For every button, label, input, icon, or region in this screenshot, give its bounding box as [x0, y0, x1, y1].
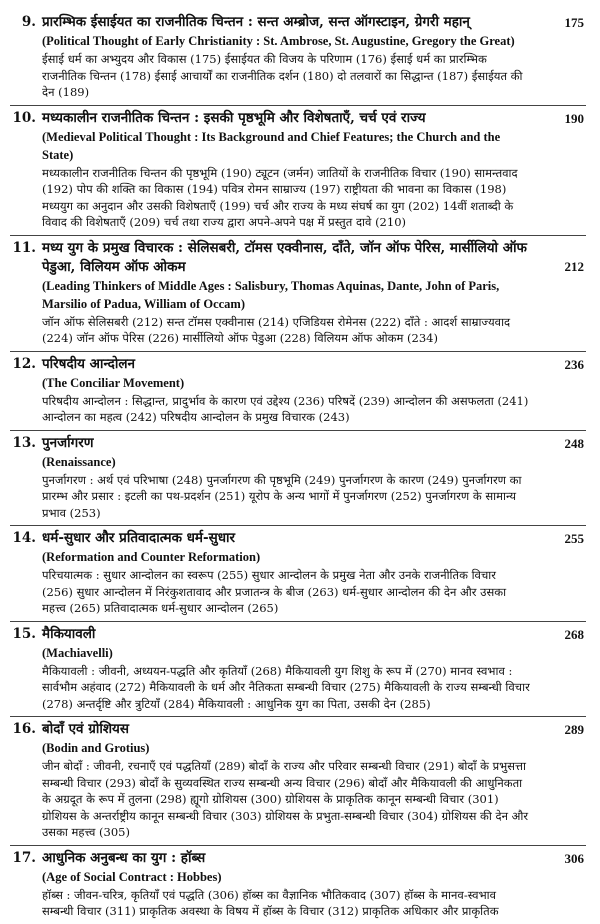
toc-entry [10, 236, 586, 352]
chapter-number: 10. [12, 109, 36, 126]
chapter-title: धर्म-सुधार और प्रतिवादात्मक धर्म-सुधार [42, 530, 236, 546]
chapter-title: परिषदीय आन्दोलन [42, 355, 135, 372]
page-number: 190 [564, 110, 584, 126]
chapter-number: 15. [12, 625, 36, 642]
chapter-topics: मध्यकालीन राजनीतिक चिन्तन की पृष्ठभूमि (190) ट्यूटन (जर्मन) जातियों के राजनीतिक विचार (190) सामन्तवाद (192) पोप की शक्ति का विकास (194) पवित्र रोमन साम्राज्य (197) राष्ट्रीयता की भावना का विकास (198) मध्ययुग का अनुदान और उसकी विशेषताएँ (199) चर्च और राज्य के मध्य संघर्ष का युग (202) 14वीं शताब्दी के विवाद की विशेषताएँ (209) चर्च तथा राज्य द्वारा अपने-अपने पक्ष में प्रस्तुत दावे (210) [42, 165, 518, 229]
chapter-title: प्रारम्भिक ईसाईयत का राजनीतिक चिन्तन : सन्त अम्ब्रोज, सन्त ऑगस्टाइन, ग्रेगरी महान् [42, 14, 470, 30]
chapter-title: मैकियावली [42, 625, 96, 642]
chapter-english-title: (Age of Social Contract : Hobbes) [42, 869, 222, 884]
toc-entry [10, 717, 586, 846]
chapter-topics: परिषदीय आन्दोलन : सिद्धान्त, प्रादुर्भाव के कारण एवं उद्देश्य (236) परिषदें (239) आन्दोलन की असफलता (241) आन्दोलन का महत्व (242) परिषदीय आन्दोलन के प्रमुख विचारक (243) [42, 393, 529, 424]
chapter-english-title: (Reformation and Counter Reformation) [42, 550, 261, 564]
chapter-english-title: (Bodin and Grotius) [42, 741, 150, 755]
chapter-title: मध्यकालीन राजनीतिक चिन्तन : इसकी पृष्ठभूमि और विशेषताएँ, चर्च एवं राज्य [42, 109, 426, 126]
toc-entry [10, 431, 586, 527]
page-number: 289 [564, 722, 584, 737]
page-number: 306 [564, 850, 584, 866]
chapter-number: 14. [12, 530, 36, 546]
toc-entry [10, 846, 586, 924]
page-number: 212 [564, 258, 584, 274]
chapter-number: 13. [12, 434, 36, 451]
chapter-number: 17. [12, 849, 36, 866]
toc-entry [10, 352, 586, 431]
chapter-topics: पुनर्जागरण : अर्थ एवं परिभाषा (248) पुनर्जागरण की पृष्ठभूमि (249) पुनर्जागरण के कारण (249) पुनर्जागरण का प्रारम्भ और प्रसार : इटली का पथ-प्रदर्शन (251) यूरोप के अन्य भागों में पुनर्जागरण (252) पुनर्जागरण के सामान्य प्रभाव (253) [42, 472, 522, 520]
chapter-english-title: (Medieval Political Thought : Its Background and Chief Features; the Church and the State) [42, 129, 501, 162]
chapter-english-title: (Machiavelli) [42, 645, 113, 660]
page-number: 268 [564, 626, 584, 642]
page-number: 236 [564, 356, 584, 372]
chapter-topics: परिचयात्मक : सुधार आन्दोलन का स्वरूप (255) सुधार आन्दोलन के प्रमुख नेता और उनके राजनीतिक विचार (256) सुधार आन्दोलन में निरंकुशतावाद और प्रजातन्त्र के बीज (263) धर्म-सुधार आन्दोलन की देन और उसका महत्त्व (265) प्रतिवादात्मक धर्म-सुधार आन्दोलन (265) [42, 568, 507, 615]
toc-entry [10, 106, 586, 236]
chapter-english-title: (Renaissance) [42, 454, 116, 469]
chapter-topics: जीन बोदाँ : जीवनी, रचनाएँ एवं पद्धतियाँ (289) बोदाँ के राज्य और परिवार सम्बन्धी विचार (291) बोदाँ के प्रभुसत्ता सम्बन्धी विचार (293) बोदाँ के सुव्यवस्थित राज्य सम्बन्धी अन्य विचार (296) बोदाँ और मैकियावली की आधुनिकता के अग्रदूत के रूप में तुलना (298) ह्यूगो ग्रोशियस (300) ग्रोशियस के प्राकृतिक कानून सम्बन्धी विचार (301) ग्रोशियस के अन्तर्राष्ट्रीय कानून सम्बन्धी विचार (303) ग्रोशियस के प्रभुता-सम्बन्धी विचार (304) ग्रोशियस की देन और उसका महत्त्व (305) [42, 759, 529, 839]
chapter-title: आधुनिक अनुबन्ध का युग : हॉब्स [42, 849, 206, 866]
chapter-title: पुनर्जागरण [42, 434, 94, 451]
chapter-topics: जॉन ऑफ सेलिसबरी (212) सन्त टॉमस एक्वीनास (214) एजिडियस रोमेनस (222) दाँते : आदर्श साम्राज्यवाद (224) जॉन ऑफ पेरिस (226) मार्सीलियो ऑफ पेडुआ (228) विलियम ऑफ ओकम (234) [42, 314, 511, 345]
chapter-number: 9. [21, 14, 36, 30]
toc-entry [10, 10, 586, 106]
chapter-title: मध्य युग के प्रमुख विचारक : सेलिसबरी, टॉमस एक्वीनास, दाँते, जॉन ऑफ पेरिस, मार्सीलियो ऑफ पेडुआ, विलियम ऑफ ओकम [42, 239, 527, 275]
page-number: 175 [564, 15, 584, 30]
chapter-english-title: (Political Thought of Early Christianity : St. Ambrose, St. Augustine, Gregory the Great) [42, 34, 515, 48]
chapter-number: 12. [12, 355, 36, 372]
page-number: 248 [564, 435, 584, 451]
chapter-topics: हॉब्स : जीवन-चरित्र, कृतियाँ एवं पद्धति (306) हॉब्स का वैज्ञानिक भौतिकवाद (307) हॉब्स के मानव-स्वभाव सम्बन्धी विचार (311) प्राकृतिक अवस्था के विषय में हॉब्स के विचार (312) प्राकृतिक अधिकार और प्राकृतिक [42, 887, 499, 918]
chapter-number: 11. [12, 239, 36, 256]
chapter-topics: ईसाई धर्म का अभ्युदय और विकास (175) ईसाईयत की विजय के परिणाम (176) ईसाई धर्म का प्रारम्भिक राजनीतिक चिन्तन (178) ईसाई आचार्यों का राजनीतिक दर्शन (180) दो तलवारों का सिद्धान्त (187) ईसाईयत की देन (189) [42, 52, 523, 99]
chapter-english-title: (Leading Thinkers of Middle Ages : Salisbury, Thomas Aquinas, Dante, John of Paris, Marsilio of Padua, William of Occam) [42, 278, 500, 311]
page-number: 255 [564, 531, 584, 546]
chapter-title: बोदाँ एवं ग्रोशियस [42, 721, 129, 737]
chapter-topics: मैकियावली : जीवनी, अध्ययन-पद्धति और कृतियाँ (268) मैकियावली युग शिशु के रूप में (270) मानव स्वभाव : सार्वभौम अहंवाद (272) मैकियावली के धर्म और नैतिकता सम्बन्धी विचार (275) मैकियावली के राज्य सम्बन्धी विचार (278) अन्तर्दृष्टि और त्रुटियाँ (284) मैकियावली : आधुनिक युग का पिता, उसकी देन (285) [42, 663, 530, 711]
chapter-number: 16. [12, 721, 36, 737]
toc-entry [10, 526, 586, 622]
chapter-english-title: (The Conciliar Movement) [42, 375, 185, 390]
toc-entry [10, 622, 586, 718]
